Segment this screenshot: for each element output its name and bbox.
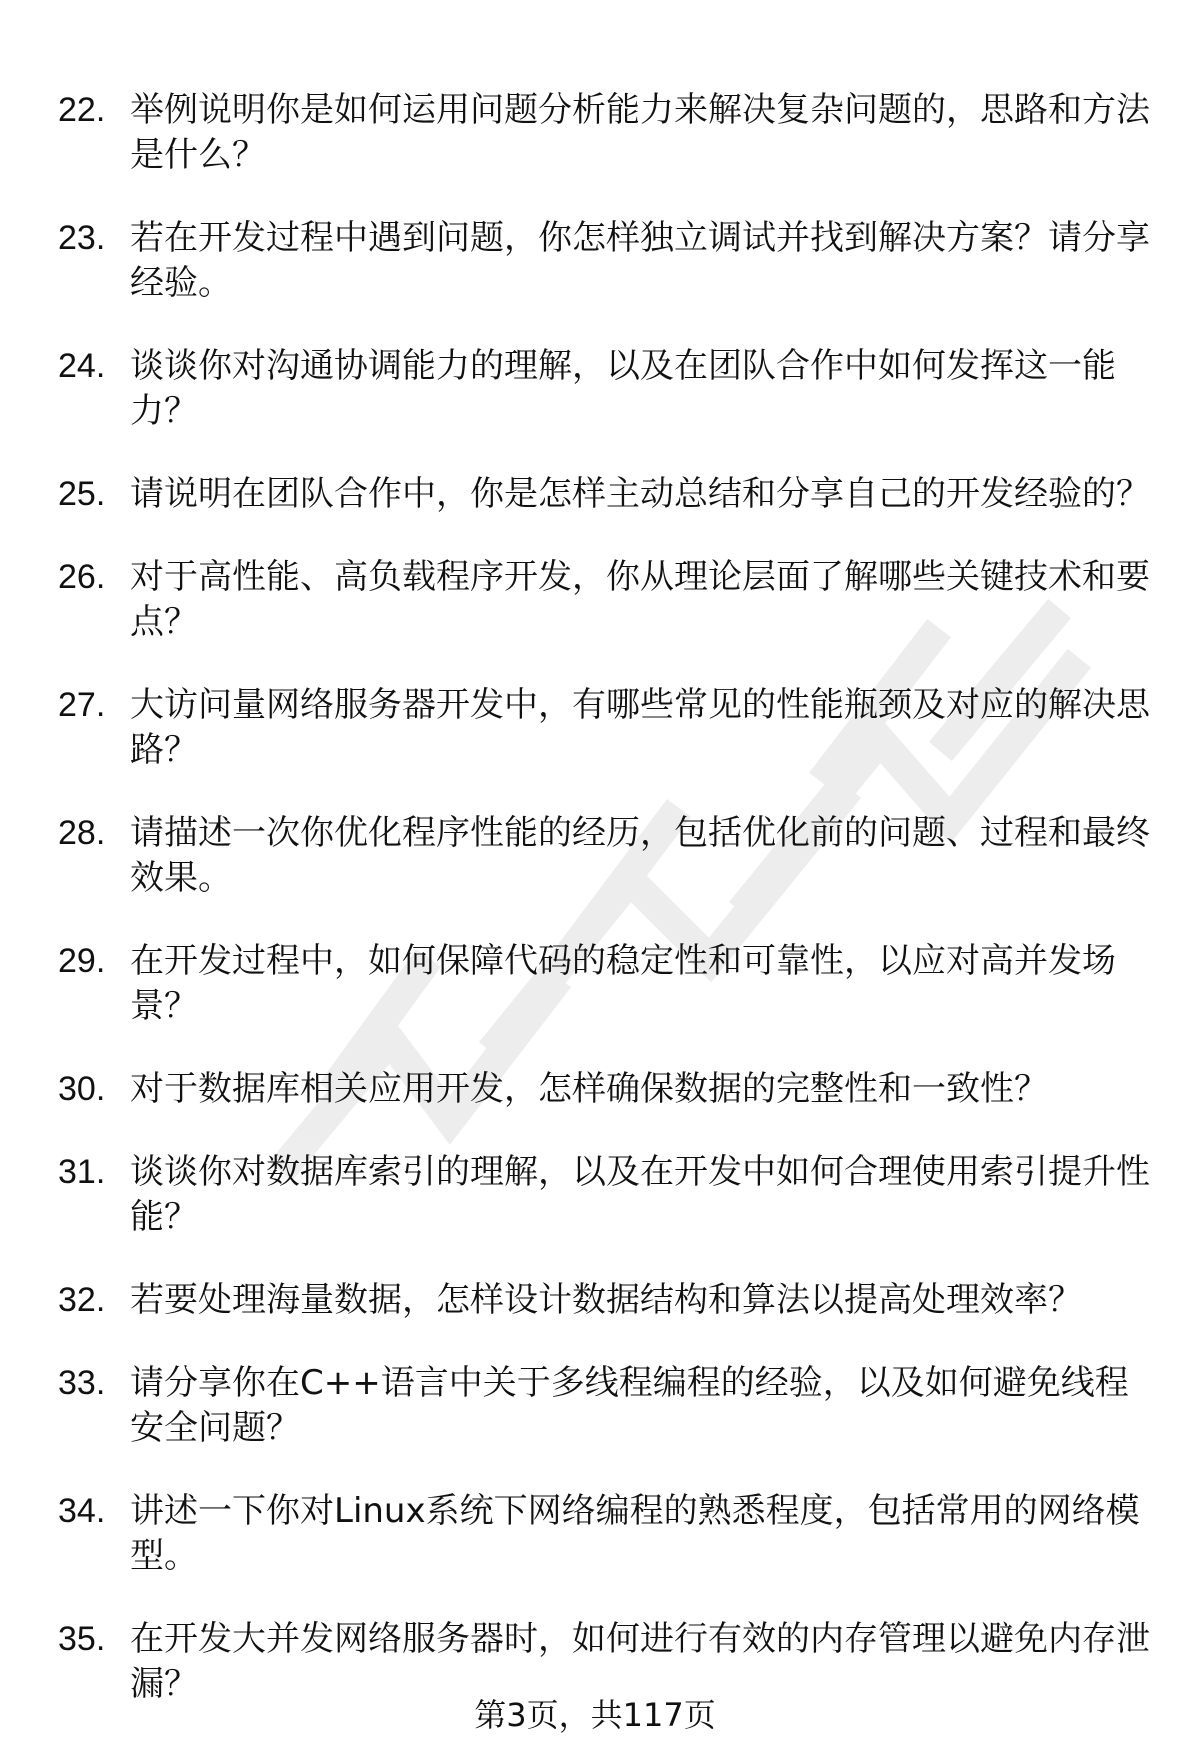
question-number: 22. xyxy=(58,91,106,129)
question-text: 若要处理海量数据，怎样设计数据结构和算法以提高处理效率？ xyxy=(130,1280,1082,1320)
question-number: 34. xyxy=(58,1492,106,1530)
question-number: 31. xyxy=(58,1153,106,1191)
list-item xyxy=(58,811,1158,901)
list-item xyxy=(58,1617,1158,1707)
page-number: 第3页，共117页 xyxy=(474,1696,716,1734)
list-item xyxy=(58,344,1158,434)
question-text: 举例说明你是如何运用问题分析能力来解决复杂问题的，思路和方法是什么？ xyxy=(130,90,1150,175)
list-item xyxy=(58,683,1158,773)
list-item xyxy=(58,1067,1158,1112)
question-text: 请分享你在C++语言中关于多线程编程的经验，以及如何避免线程安全问题？ xyxy=(130,1363,1129,1448)
question-number: 32. xyxy=(58,1281,106,1319)
list-item xyxy=(58,1150,1158,1240)
list-item xyxy=(58,216,1158,306)
question-number: 25. xyxy=(58,475,106,513)
question-list xyxy=(58,88,1158,1745)
question-number: 35. xyxy=(58,1620,106,1658)
list-item xyxy=(58,472,1158,517)
question-text: 谈谈你对数据库索引的理解，以及在开发中如何合理使用索引提升性能？ xyxy=(130,1152,1150,1237)
question-number: 26. xyxy=(58,558,106,596)
question-text: 对于高性能、高负载程序开发，你从理论层面了解哪些关键技术和要点？ xyxy=(130,557,1150,642)
question-text: 对于数据库相关应用开发，怎样确保数据的完整性和一致性？ xyxy=(130,1069,1048,1109)
question-text: 大访问量网络服务器开发中，有哪些常见的性能瓶颈及对应的解决思路？ xyxy=(130,685,1150,770)
question-text: 讲述一下你对Linux系统下网络编程的熟悉程度，包括常用的网络模型。 xyxy=(130,1491,1140,1576)
list-item xyxy=(58,88,1158,178)
list-item xyxy=(58,1361,1158,1451)
question-number: 23. xyxy=(58,219,106,257)
question-text: 若在开发过程中遇到问题，你怎样独立调试并找到解决方案？请分享经验。 xyxy=(130,218,1150,303)
question-number: 29. xyxy=(58,942,106,980)
question-number: 33. xyxy=(58,1364,106,1402)
question-text: 请描述一次你优化程序性能的经历，包括优化前的问题、过程和最终效果。 xyxy=(130,813,1150,898)
question-number: 27. xyxy=(58,686,106,724)
question-text: 谈谈你对沟通协调能力的理解，以及在团队合作中如何发挥这一能力？ xyxy=(130,346,1116,431)
question-text: 在开发过程中，如何保障代码的稳定性和可靠性，以应对高并发场景？ xyxy=(130,941,1116,1026)
question-text: 在开发大并发网络服务器时，如何进行有效的内存管理以避免内存泄漏？ xyxy=(130,1619,1150,1704)
question-text: 请说明在团队合作中，你是怎样主动总结和分享自己的开发经验的？ xyxy=(130,474,1150,514)
list-item xyxy=(58,555,1158,645)
list-item xyxy=(58,939,1158,1029)
question-number: 24. xyxy=(58,347,106,385)
list-item xyxy=(58,1278,1158,1323)
question-number: 28. xyxy=(58,814,106,852)
list-item xyxy=(58,1489,1158,1579)
question-number: 30. xyxy=(58,1070,106,1108)
